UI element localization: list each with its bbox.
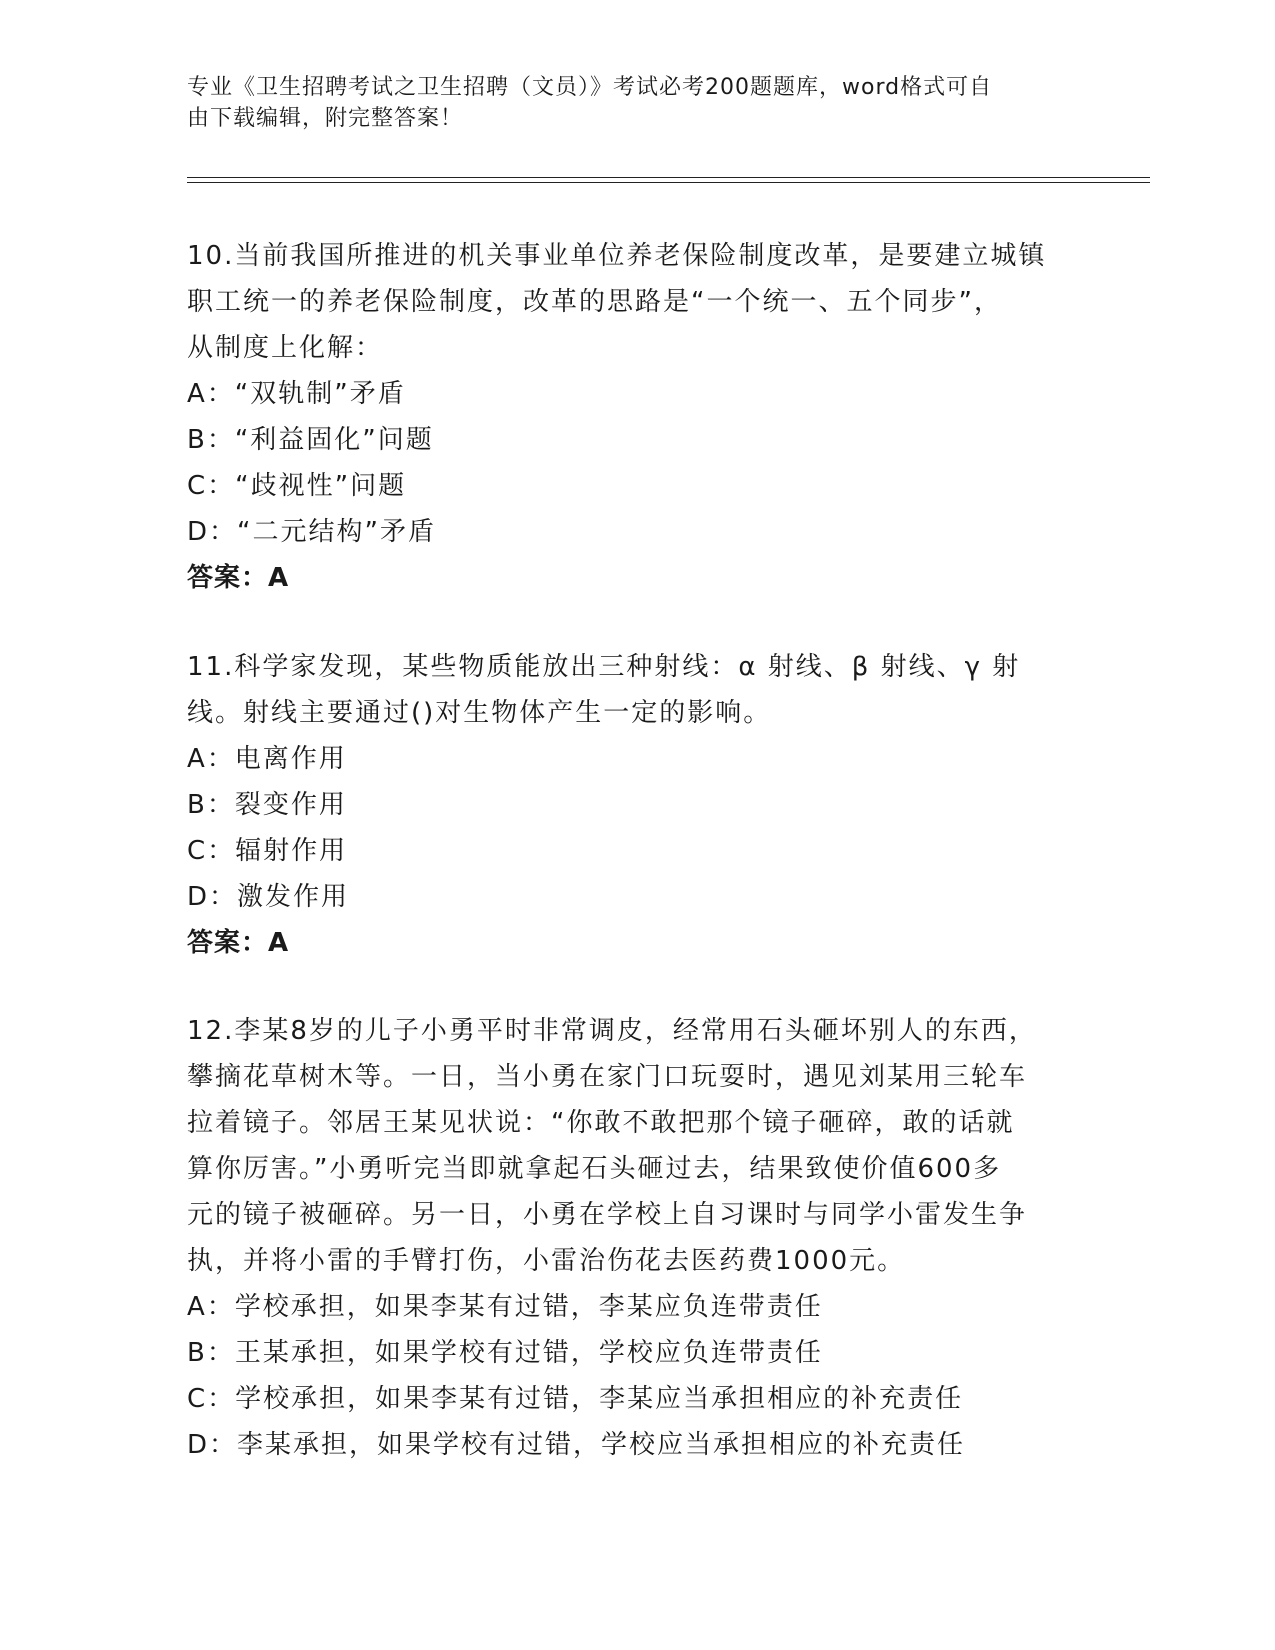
option-b: B：裂变作用 [187, 790, 347, 820]
question-stem-line: 10.当前我国所推进的机关事业单位养老保险制度改革，是要建立城镇 [187, 241, 1047, 271]
question-stem-line: 攀摘花草树木等。一日，当小勇在家门口玩耍时，遇见刘某用三轮车 [187, 1062, 1028, 1092]
question-stem-line: 职工统一的养老保险制度，改革的思路是“一个统一、五个同步”， [187, 287, 1002, 317]
option-c: C：辐射作用 [187, 836, 348, 866]
header-line-1: 专业《卫生招聘考试之卫生招聘（文员）》考试必考200题题库，word格式可自 [187, 75, 993, 100]
option-c: C：“歧视性”问题 [187, 471, 407, 501]
question-stem-line: 11.科学家发现，某些物质能放出三种射线：α 射线、β 射线、γ 射 [187, 652, 1021, 682]
option-d: D：“二元结构”矛盾 [187, 517, 436, 547]
question-11 [187, 644, 1067, 966]
option-d: D：激发作用 [187, 882, 350, 912]
option-d: D：李某承担，如果学校有过错，学校应当承担相应的补充责任 [187, 1430, 966, 1460]
question-stem-line: 12.李某8岁的儿子小勇平时非常调皮，经常用石头砸坏别人的东西， [187, 1016, 1037, 1046]
question-stem-line: 从制度上化解： [187, 333, 384, 363]
answer: 答案：A [187, 928, 290, 958]
option-c: C：学校承担，如果李某有过错，李某应当承担相应的补充责任 [187, 1384, 964, 1414]
question-stem-line: 拉着镜子。邻居王某见状说：“你敢不敢把那个镜子砸碎，敢的话就 [187, 1108, 1015, 1138]
question-stem-line: 算你厉害。”小勇听完当即就拿起石头砸过去，结果致使价值600多 [187, 1154, 1002, 1184]
question-10 [187, 233, 1067, 601]
option-b: B：王某承担，如果学校有过错，学校应负连带责任 [187, 1338, 823, 1368]
option-b: B：“利益固化”问题 [187, 425, 434, 455]
header-divider-bottom [187, 182, 1150, 183]
question-stem-line: 执，并将小雷的手臂打伤，小雷治伤花去医药费1000元。 [187, 1246, 906, 1276]
option-a: A：电离作用 [187, 744, 347, 774]
header-divider-top [187, 177, 1150, 178]
option-a: A：“双轨制”矛盾 [187, 379, 406, 409]
question-stem-line: 线。射线主要通过()对生物体产生一定的影响。 [187, 698, 772, 728]
header-line-2: 由下载编辑，附完整答案！ [187, 106, 464, 131]
option-a: A：学校承担，如果李某有过错，李某应负连带责任 [187, 1292, 823, 1322]
question-12 [187, 1008, 1067, 1468]
document-header [187, 72, 1067, 134]
question-stem-line: 元的镜子被砸碎。另一日，小勇在学校上自习课时与同学小雷发生争 [187, 1200, 1028, 1230]
answer: 答案：A [187, 563, 290, 593]
